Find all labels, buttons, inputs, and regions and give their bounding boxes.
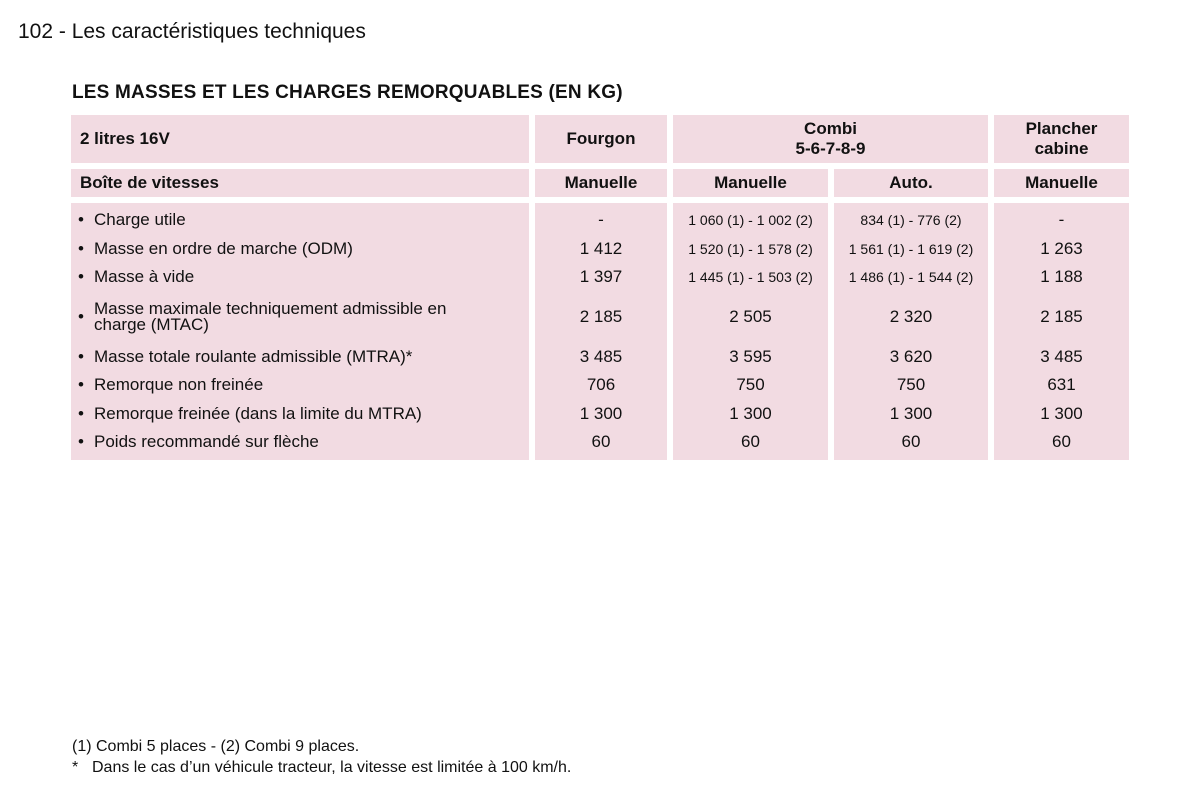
row-label: • Remorque freinée (dans la limite du MTRA) xyxy=(78,403,422,423)
table-cell: 1 561 (1) - 1 619 (2) xyxy=(848,240,974,257)
table-cell: 834 (1) - 776 (2) xyxy=(860,212,962,229)
row-labels-column xyxy=(71,203,529,460)
table-cell: 60 xyxy=(741,432,760,452)
table-cell: 1 300 xyxy=(579,403,623,423)
footnote-speed-text: Dans le cas d’un véhicule tracteur, la vitesse est limitée à 100 km/h. xyxy=(92,759,572,776)
combi-auto-values-column xyxy=(834,203,988,460)
row-label: • Charge utile xyxy=(78,210,186,230)
table-cell: 1 397 xyxy=(579,267,623,287)
table-cell: 60 xyxy=(591,432,611,452)
section-title: LES MASSES ET LES CHARGES REMORQUABLES (EN KG) xyxy=(72,82,623,103)
table-cell: 2 185 xyxy=(579,307,623,326)
row-label: • Masse maximale techniquement admissible en charge (MTAC) xyxy=(78,299,447,334)
table-cell: 1 060 (1) - 1 002 (2) xyxy=(688,212,813,229)
table-cell: 3 620 xyxy=(889,346,933,366)
footnotes xyxy=(72,736,571,778)
gearbox-combi-auto: Auto. xyxy=(834,169,988,197)
table-cell: 3 595 xyxy=(729,346,772,366)
col-header-plancher-line1: Plancher xyxy=(1025,119,1098,138)
table-cell: 2 505 xyxy=(729,307,772,326)
gearbox-plancher: Manuelle xyxy=(994,169,1129,197)
col-header-combi-line1: Combi xyxy=(804,119,857,138)
page-header: 102 - Les caractéristiques techniques xyxy=(18,20,366,43)
table-cell: 631 xyxy=(1047,375,1076,395)
table-cell: 706 xyxy=(586,375,616,395)
footnote-star: * xyxy=(72,759,79,776)
gearbox-label: Boîte de vitesses xyxy=(71,169,529,197)
row-label: • Remorque non freinée xyxy=(78,375,264,395)
col-header-combi-line2: 5-6-7-8-9 xyxy=(795,139,866,158)
table-cell: 3 485 xyxy=(1040,346,1083,366)
footnote-speed-limit xyxy=(72,757,571,778)
specs-table xyxy=(71,115,1128,460)
gearbox-fourgon: Manuelle xyxy=(535,169,667,197)
col-header-plancher-cabine xyxy=(994,115,1129,163)
table-cell: 1 263 xyxy=(1040,238,1083,258)
table-cell: 60 xyxy=(1052,432,1071,452)
table-cell: 3 485 xyxy=(579,346,623,366)
table-cell: 750 xyxy=(896,375,926,395)
fourgon-values-column xyxy=(535,203,667,460)
table-cell: 1 300 xyxy=(1040,403,1083,423)
table-cell: 1 520 (1) - 1 578 (2) xyxy=(688,240,813,257)
row-label: • Poids recommandé sur flèche xyxy=(78,432,319,452)
table-cell: 1 486 (1) - 1 544 (2) xyxy=(848,269,974,286)
table-cell: - xyxy=(1058,210,1065,230)
engine-label: 2 litres 16V xyxy=(71,115,529,163)
table-cell: 1 188 xyxy=(1040,267,1083,287)
plancher-values-column xyxy=(994,203,1129,460)
col-header-combi xyxy=(673,115,988,163)
combi-manual-values-column xyxy=(673,203,828,460)
row-label: • Masse en ordre de marche (ODM) xyxy=(78,238,353,258)
table-cell: 60 xyxy=(901,432,921,452)
footnote-places: (1) Combi 5 places - (2) Combi 9 places. xyxy=(72,738,360,755)
table-cell: 1 300 xyxy=(889,403,933,423)
table-cell: 2 185 xyxy=(1040,307,1083,326)
table-cell: 750 xyxy=(736,375,765,395)
gearbox-combi-manual: Manuelle xyxy=(673,169,828,197)
table-cell: 1 412 xyxy=(579,238,623,258)
table-cell: 1 445 (1) - 1 503 (2) xyxy=(688,269,813,286)
table-cell: - xyxy=(598,210,604,230)
table-cell: 2 320 xyxy=(889,307,933,326)
row-label: • Masse totale roulante admissible (MTRA)* xyxy=(78,346,413,366)
col-header-fourgon: Fourgon xyxy=(535,115,667,163)
col-header-plancher-line2: cabine xyxy=(1034,139,1089,158)
row-label: • Masse à vide xyxy=(78,267,195,287)
table-cell: 1 300 xyxy=(729,403,772,423)
